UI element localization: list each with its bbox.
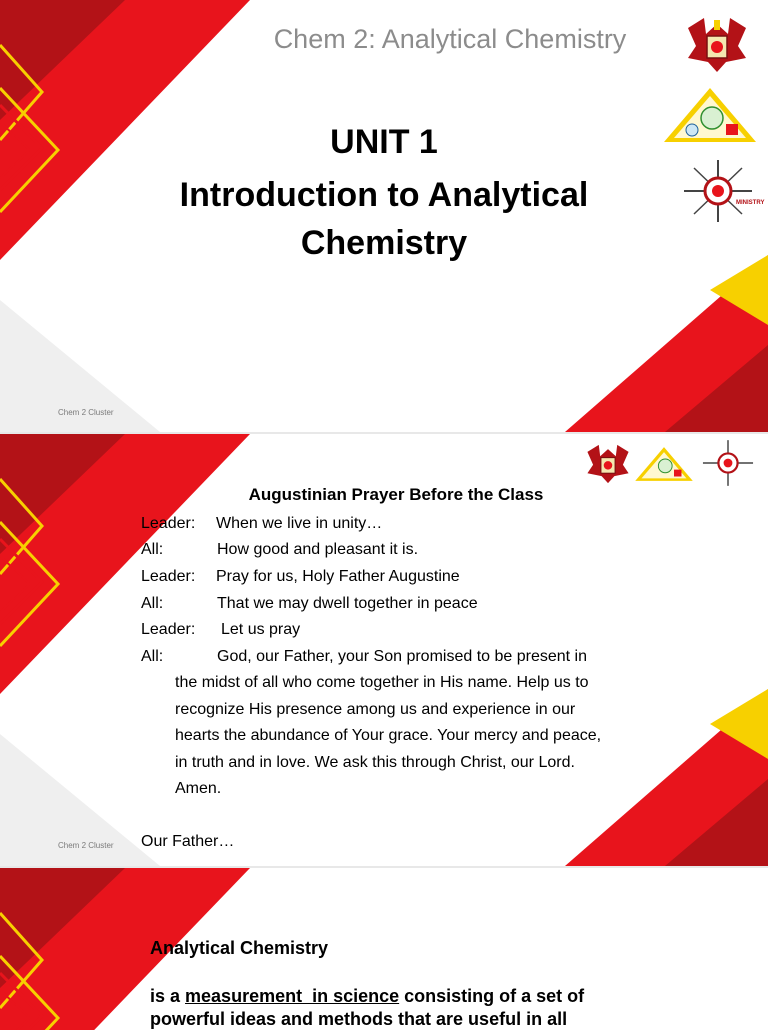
prayer-text: How good and pleasant it is. [217,541,419,558]
slide-title-line-2: Chemistry [300,224,468,262]
prayer-text: Let us pray [221,621,301,638]
prayer-speaker: All: [141,541,164,558]
prayer-continuation-line: recognize His presence among us and experience in our [175,700,576,718]
prayer-text: When we live in unity… [216,515,383,532]
slide-title-line-1: Introduction to Analytical [179,176,589,214]
slide-3 [0,868,768,1029]
prayer-speaker: All: [141,648,164,665]
slide-2 [0,434,768,866]
slide-1-decoration [0,0,768,432]
prayer-continuation [175,670,655,803]
department-triangle-logo-small [634,444,694,484]
prayer-text: God, our Father, your Son promised to be present in [217,648,587,665]
prayer-speaker: All: [141,595,164,612]
svg-text:MINISTRY: MINISTRY [736,200,765,206]
prayer-speaker: Leader: [141,515,196,532]
definition-suffix: consisting of a set of [399,986,585,1006]
definition-underlined-term: measurement in science [185,986,400,1006]
definition-heading: Analytical Chemistry [150,938,329,958]
slide-1 [0,0,768,432]
university-seal-logo [686,14,748,76]
prayer-speaker: Leader: [141,621,196,638]
definition-line-1 [150,986,584,1007]
prayer-continuation-line: Amen. [175,780,222,797]
department-triangle-logo [662,86,758,144]
definition-line-2: powerful ideas and methods that are useful in all [150,1009,568,1029]
compass-emblem-logo [680,158,765,224]
definition-prefix: is a [150,986,186,1006]
prayer-continuation-line: hearts the abundance of Your grace. Your mercy and peace, [175,727,602,744]
prayer-heading: Augustinian Prayer Before the Class [248,485,544,504]
prayer-continuation-line: the midst of all who come together in His name. Help us to [175,674,589,691]
prayer-text: Pray for us, Holy Father Augustine [216,568,460,585]
closing-prayer: Our Father… [141,833,235,850]
slide-footer: Chem 2 Cluster [58,841,114,850]
prayer-continuation-line: in truth and in love. We ask this through Christ, our Lord. [175,753,575,771]
compass-emblem-logo-small [700,438,756,488]
prayer-speaker: Leader: [141,568,196,585]
university-seal-logo-small [586,442,630,486]
prayer-text: That we may dwell together in peace [217,595,478,612]
unit-label: UNIT 1 [330,123,438,161]
slide-footer: Chem 2 Cluster [58,408,114,417]
course-title: Chem 2: Analytical Chemistry [273,24,627,54]
